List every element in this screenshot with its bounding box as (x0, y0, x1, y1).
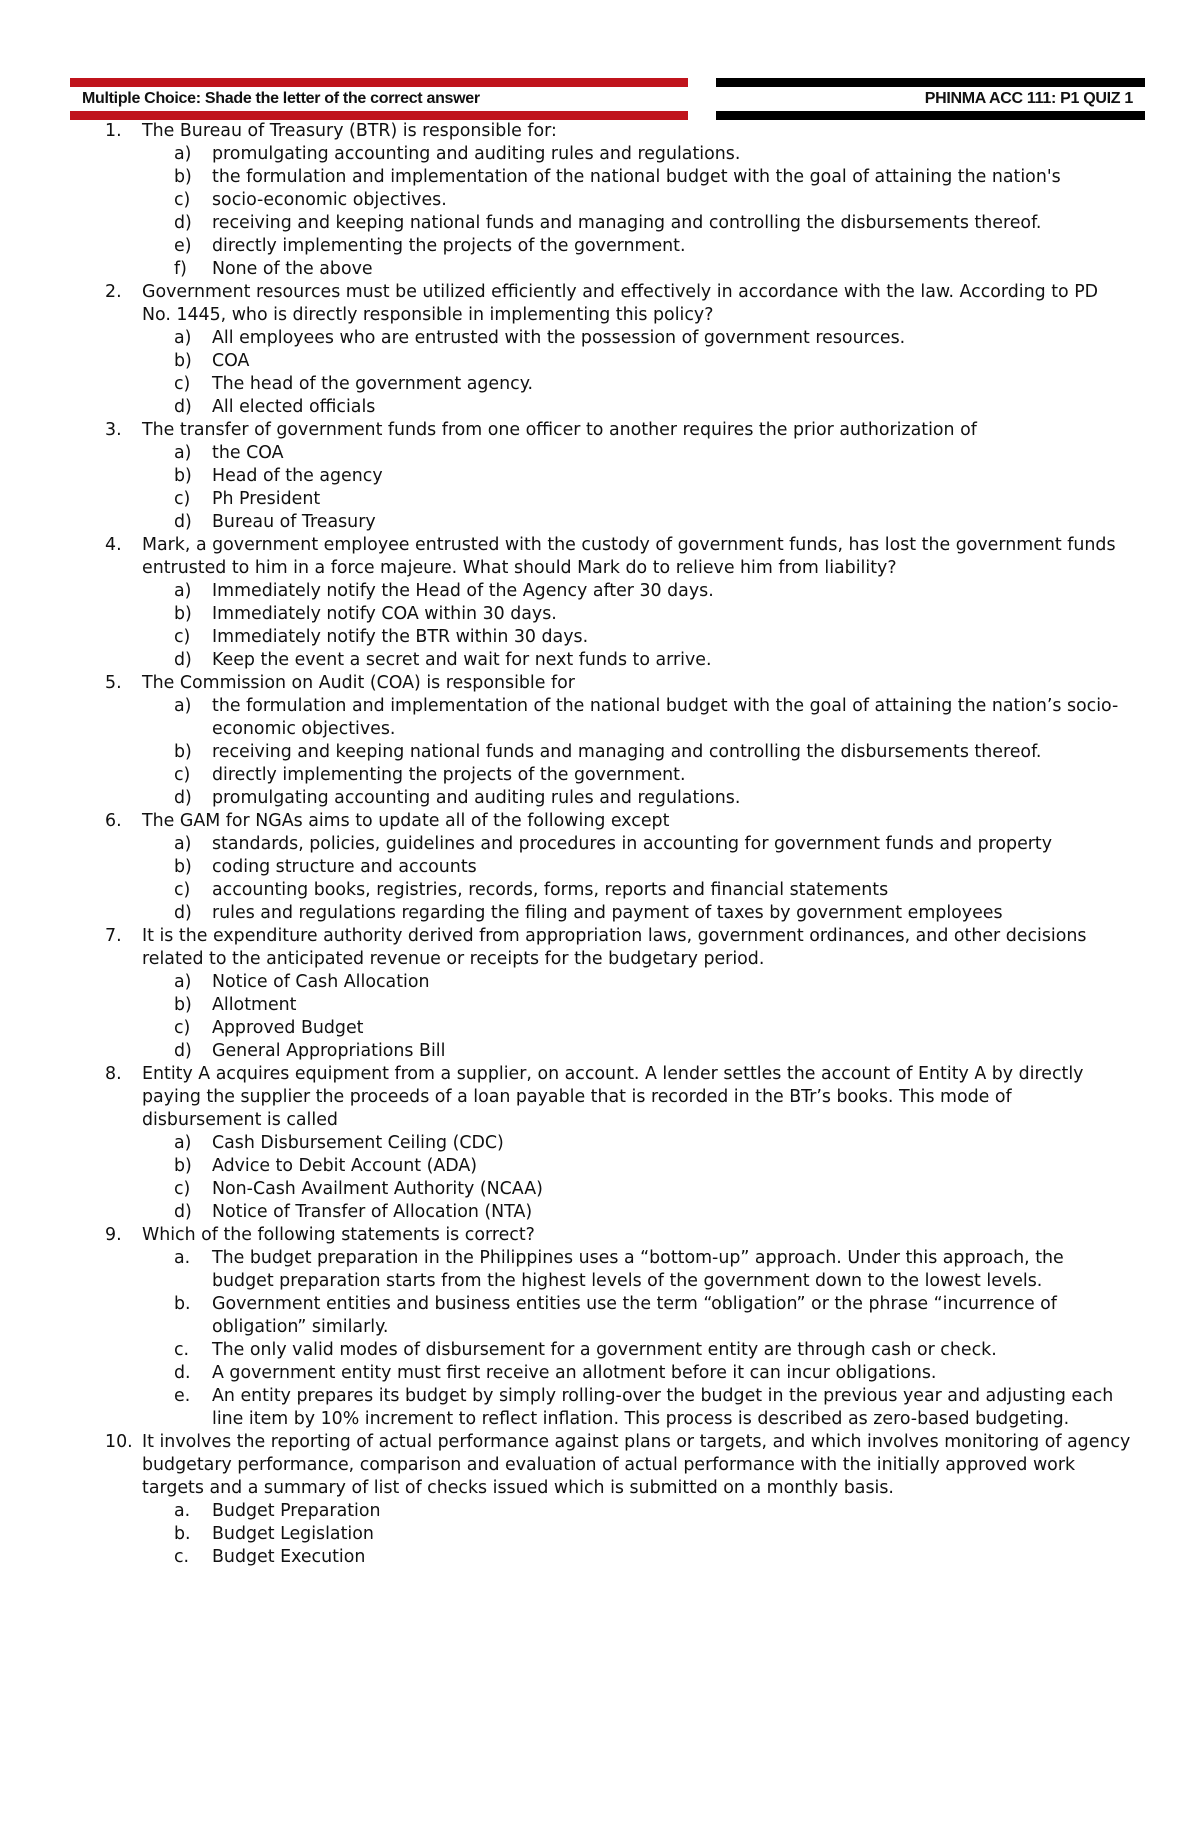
option-letter[interactable]: c) (174, 880, 191, 900)
question-text: Government resources must be utilized efficiently and effectively in accordance with the law. According to PD No. 1445, who is directly responsible in implementing this policy? (142, 282, 1099, 325)
header-left-bottom-rule (70, 111, 688, 120)
option-letter[interactable]: f) (174, 259, 187, 279)
option-text: Budget Legislation (212, 1524, 374, 1544)
answer-options (0, 442, 1200, 534)
answer-options (0, 833, 1200, 925)
option-text: coding structure and accounts (212, 857, 477, 877)
option-letter[interactable]: c) (174, 1018, 191, 1038)
option-text: Allotment (212, 995, 297, 1015)
option-text: Immediately notify COA within 30 days. (212, 604, 557, 624)
answer-options (0, 580, 1200, 672)
question-number: 9. (105, 1225, 122, 1245)
option-letter[interactable]: c) (174, 765, 191, 785)
question-text: The transfer of government funds from one officer to another requires the prior authorization of (142, 420, 977, 440)
answer-option[interactable] (0, 902, 1200, 925)
answer-option[interactable] (0, 1132, 1200, 1155)
answer-option[interactable] (0, 856, 1200, 879)
answer-option[interactable] (0, 350, 1200, 373)
answer-option[interactable] (0, 1247, 1200, 1293)
option-letter[interactable]: d. (174, 1363, 191, 1383)
option-letter[interactable]: b) (174, 351, 192, 371)
answer-option[interactable] (0, 1546, 1200, 1569)
answer-options (0, 695, 1200, 810)
option-text: None of the above (212, 259, 373, 279)
question-number: 5. (105, 673, 122, 693)
answer-options (0, 1500, 1200, 1569)
header-right-bottom-rule (716, 111, 1145, 120)
answer-option[interactable] (0, 235, 1200, 258)
answer-options (0, 143, 1200, 281)
option-text: the formulation and implementation of the national budget with the goal of attaining the nation’s socio-economic objectives. (212, 696, 1119, 739)
answer-option[interactable] (0, 879, 1200, 902)
question-item (0, 120, 1200, 281)
answer-option[interactable] (0, 1500, 1200, 1523)
option-letter[interactable]: a) (174, 1133, 192, 1153)
question-number: 4. (105, 535, 122, 555)
option-letter[interactable]: b. (174, 1524, 191, 1544)
answer-option[interactable] (0, 626, 1200, 649)
option-text: Budget Preparation (212, 1501, 381, 1521)
question-item (0, 672, 1200, 810)
answer-option[interactable] (0, 764, 1200, 787)
option-text: rules and regulations regarding the filing and payment of taxes by government employees (212, 903, 1003, 923)
answer-option[interactable] (0, 396, 1200, 419)
question-text: The Commission on Audit (COA) is responsible for (142, 673, 575, 693)
option-letter[interactable]: c) (174, 1179, 191, 1199)
option-letter[interactable]: a. (174, 1248, 191, 1268)
answer-options (0, 1247, 1200, 1431)
header-left-block (70, 78, 688, 120)
course-quiz-title: PHINMA ACC 111: P1 QUIZ 1 (924, 90, 1133, 107)
option-text: Ph President (212, 489, 321, 509)
header-right-top-rule (716, 78, 1145, 87)
option-text: General Appropriations Bill (212, 1041, 446, 1061)
option-text: Head of the agency (212, 466, 383, 486)
option-text: Notice of Transfer of Allocation (NTA) (212, 1202, 533, 1222)
option-letter[interactable]: a) (174, 834, 192, 854)
answer-option[interactable] (0, 511, 1200, 534)
option-text: An entity prepares its budget by simply rolling-over the budget in the previous year and adjusting each line item by 10% increment to reflect inflation. This process is described as zero-based budgeting. (212, 1386, 1114, 1429)
answer-option[interactable] (0, 166, 1200, 189)
option-letter[interactable]: b) (174, 466, 192, 486)
option-text: All elected officials (212, 397, 376, 417)
option-letter[interactable]: c) (174, 190, 191, 210)
option-letter[interactable]: d) (174, 650, 192, 670)
question-text: Entity A acquires equipment from a supplier, on account. A lender settles the account of Entity A by directly paying the supplier the proceeds of a loan payable that is recorded in the BTr’s books. This mode of disbursement is called (142, 1064, 1084, 1130)
answer-options (0, 327, 1200, 419)
question-text: The GAM for NGAs aims to update all of the following except (142, 811, 670, 831)
answer-option[interactable] (0, 1339, 1200, 1362)
option-letter[interactable]: d) (174, 512, 192, 532)
question-number: 6. (105, 811, 122, 831)
question-item (0, 1224, 1200, 1431)
answer-option[interactable] (0, 1293, 1200, 1339)
option-text: directly implementing the projects of the government. (212, 236, 686, 256)
option-text: The head of the government agency. (212, 374, 534, 394)
option-letter[interactable]: a. (174, 1501, 191, 1521)
question-item (0, 1063, 1200, 1224)
option-letter[interactable]: a) (174, 443, 192, 463)
answer-option[interactable] (0, 787, 1200, 810)
option-text: receiving and keeping national funds and managing and controlling the disbursements thereof. (212, 742, 1042, 762)
answer-option[interactable] (0, 971, 1200, 994)
option-letter[interactable]: b) (174, 857, 192, 877)
option-letter[interactable]: a) (174, 144, 192, 164)
header-left-top-rule (70, 78, 688, 87)
answer-option[interactable] (0, 1523, 1200, 1546)
question-item (0, 534, 1200, 672)
question-number: 1. (105, 121, 122, 141)
option-text: directly implementing the projects of the government. (212, 765, 686, 785)
option-text: Budget Execution (212, 1547, 366, 1567)
option-letter[interactable]: b. (174, 1294, 191, 1314)
option-text: standards, policies, guidelines and procedures in accounting for government funds and property (212, 834, 1053, 854)
option-letter[interactable]: b) (174, 604, 192, 624)
option-text: Cash Disbursement Ceiling (CDC) (212, 1133, 504, 1153)
answer-option[interactable] (0, 488, 1200, 511)
answer-option[interactable] (0, 258, 1200, 281)
instructions-title: Multiple Choice: Shade the letter of the correct answer (82, 90, 480, 107)
option-text: The budget preparation in the Philippines uses a “bottom-up” approach. Under this approach, the budget preparation starts from the highest levels of the government down to the lowest levels. (212, 1248, 1064, 1291)
option-letter[interactable]: d) (174, 1202, 192, 1222)
option-text: the formulation and implementation of the national budget with the goal of attaining the nation's (212, 167, 1061, 187)
answer-option[interactable] (0, 442, 1200, 465)
option-text: receiving and keeping national funds and managing and controlling the disbursements thereof. (212, 213, 1042, 233)
option-text: Non-Cash Availment Authority (NCAA) (212, 1179, 543, 1199)
answer-option[interactable] (0, 1385, 1200, 1431)
question-text: It is the expenditure authority derived from appropriation laws, government ordinances, and other decisions related to the anticipated revenue or receipts for the budgetary period. (142, 926, 1087, 969)
option-text: accounting books, registries, records, forms, reports and financial statements (212, 880, 889, 900)
question-text: Which of the following statements is correct? (142, 1225, 535, 1245)
question-text: It involves the reporting of actual performance against plans or targets, and which involves monitoring of agency budgetary performance, comparison and evaluation of actual performance with the initially approved work targets and a summary of list of checks issued which is submitted on a monthly basis. (142, 1432, 1131, 1498)
option-text: Government entities and business entities use the term “obligation” or the phrase “incurrence of obligation” similarly. (212, 1294, 1057, 1337)
option-letter[interactable]: e) (174, 236, 192, 256)
answer-option[interactable] (0, 1040, 1200, 1063)
option-text: promulgating accounting and auditing rules and regulations. (212, 788, 741, 808)
option-letter[interactable]: c) (174, 627, 191, 647)
answer-option[interactable] (0, 189, 1200, 212)
option-text: Notice of Cash Allocation (212, 972, 430, 992)
option-text: the COA (212, 443, 284, 463)
question-number: 3. (105, 420, 122, 440)
answer-option[interactable] (0, 1178, 1200, 1201)
option-letter[interactable]: b) (174, 1156, 192, 1176)
option-letter[interactable]: e. (174, 1386, 191, 1406)
answer-option[interactable] (0, 580, 1200, 603)
option-letter[interactable]: b) (174, 995, 192, 1015)
option-letter[interactable]: b) (174, 742, 192, 762)
page-header (70, 78, 1145, 120)
question-item (0, 281, 1200, 419)
option-text: A government entity must first receive an allotment before it can incur obligations. (212, 1363, 937, 1383)
question-list (0, 120, 1200, 1569)
option-letter[interactable]: a) (174, 581, 192, 601)
option-letter[interactable]: c) (174, 489, 191, 509)
answer-option[interactable] (0, 373, 1200, 396)
option-text: All employees who are entrusted with the possession of government resources. (212, 328, 906, 348)
option-letter[interactable]: d) (174, 788, 192, 808)
answer-options (0, 971, 1200, 1063)
option-letter[interactable]: a) (174, 328, 192, 348)
option-letter[interactable]: a) (174, 972, 192, 992)
question-text: Mark, a government employee entrusted with the custody of government funds, has lost the government funds entrusted to him in a force majeure. What should Mark do to relieve him from liability? (142, 535, 1116, 578)
option-text: Bureau of Treasury (212, 512, 376, 532)
option-letter[interactable]: c. (174, 1547, 190, 1567)
question-number: 10. (105, 1432, 133, 1452)
option-text: The only valid modes of disbursement for a government entity are through cash or check. (212, 1340, 997, 1360)
option-letter[interactable]: d) (174, 397, 192, 417)
option-text: Advice to Debit Account (ADA) (212, 1156, 478, 1176)
question-text: The Bureau of Treasury (BTR) is responsible for: (142, 121, 557, 141)
answer-option[interactable] (0, 465, 1200, 488)
answer-option[interactable] (0, 1017, 1200, 1040)
answer-option[interactable] (0, 1155, 1200, 1178)
answer-option[interactable] (0, 212, 1200, 235)
answer-option[interactable] (0, 603, 1200, 626)
answer-option[interactable] (0, 695, 1200, 741)
option-letter[interactable]: c. (174, 1340, 190, 1360)
option-text: Immediately notify the BTR within 30 days. (212, 627, 589, 647)
answer-option[interactable] (0, 833, 1200, 856)
question-item (0, 419, 1200, 534)
option-text: promulgating accounting and auditing rules and regulations. (212, 144, 741, 164)
answer-option[interactable] (0, 143, 1200, 166)
answer-option[interactable] (0, 1362, 1200, 1385)
header-right-block (716, 78, 1145, 120)
answer-option[interactable] (0, 1201, 1200, 1224)
option-text: Keep the event a secret and wait for next funds to arrive. (212, 650, 712, 670)
option-letter[interactable]: d) (174, 213, 192, 233)
question-item (0, 1431, 1200, 1569)
question-item (0, 925, 1200, 1063)
option-text: Immediately notify the Head of the Agency after 30 days. (212, 581, 714, 601)
option-text: Approved Budget (212, 1018, 364, 1038)
option-letter[interactable]: b) (174, 167, 192, 187)
answer-option[interactable] (0, 994, 1200, 1017)
answer-option[interactable] (0, 327, 1200, 350)
option-text: COA (212, 351, 250, 371)
option-letter[interactable]: d) (174, 1041, 192, 1061)
answer-option[interactable] (0, 741, 1200, 764)
answer-option[interactable] (0, 649, 1200, 672)
question-item (0, 810, 1200, 925)
question-number: 7. (105, 926, 122, 946)
option-letter[interactable]: c) (174, 374, 191, 394)
option-text: socio-economic objectives. (212, 190, 447, 210)
question-number: 2. (105, 282, 122, 302)
question-number: 8. (105, 1064, 122, 1084)
option-letter[interactable]: d) (174, 903, 192, 923)
answer-options (0, 1132, 1200, 1224)
option-letter[interactable]: a) (174, 696, 192, 716)
